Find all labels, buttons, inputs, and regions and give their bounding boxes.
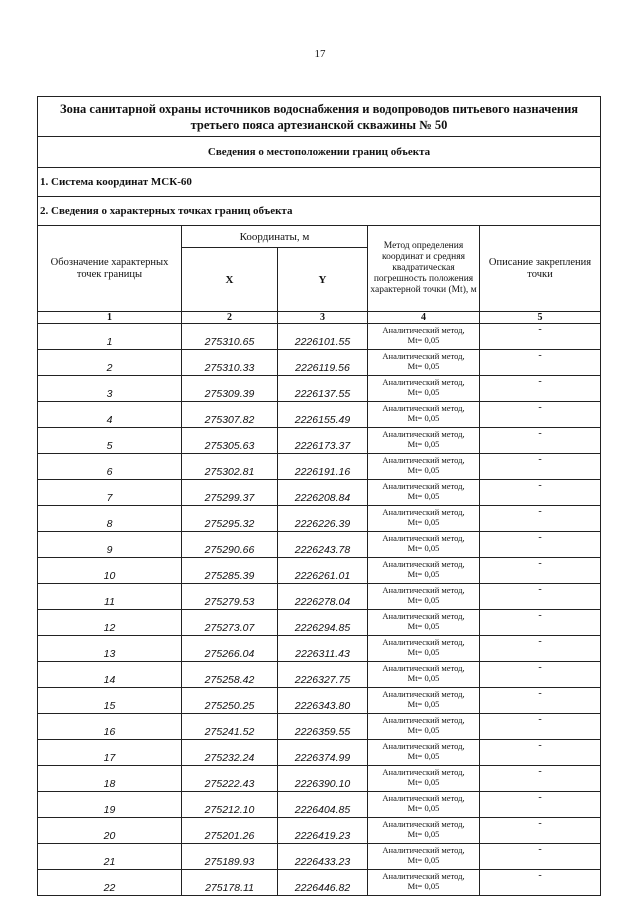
document-title	[38, 97, 601, 137]
y-coordinate: 2226374.99	[278, 740, 368, 766]
column-number: 4	[368, 312, 480, 324]
accuracy-text: Mt= 0,05	[407, 829, 440, 839]
header-coordinates: Координаты, м	[182, 226, 368, 248]
table-row	[38, 792, 601, 818]
method-cell	[368, 350, 480, 376]
method-text: Аналитический метод,	[382, 871, 465, 881]
y-coordinate: 2226261.01	[278, 558, 368, 584]
table-row	[38, 480, 601, 506]
x-coordinate: 275309.39	[182, 376, 278, 402]
description-cell: -	[480, 454, 601, 480]
method-cell	[368, 636, 480, 662]
accuracy-text: Mt= 0,05	[407, 777, 440, 787]
point-number: 12	[38, 610, 182, 636]
accuracy-text: Mt= 0,05	[407, 855, 440, 865]
description-cell: -	[480, 376, 601, 402]
x-coordinate: 275222.43	[182, 766, 278, 792]
description-cell: -	[480, 636, 601, 662]
table-row	[38, 376, 601, 402]
accuracy-text: Mt= 0,05	[407, 699, 440, 709]
accuracy-text: Mt= 0,05	[407, 881, 440, 891]
method-text: Аналитический метод,	[382, 559, 465, 569]
table-row	[38, 402, 601, 428]
x-coordinate: 275232.24	[182, 740, 278, 766]
method-cell	[368, 792, 480, 818]
method-cell	[368, 662, 480, 688]
y-coordinate: 2226208.84	[278, 480, 368, 506]
method-text: Аналитический метод,	[382, 715, 465, 725]
method-cell	[368, 740, 480, 766]
accuracy-text: Mt= 0,05	[407, 803, 440, 813]
method-text: Аналитический метод,	[382, 351, 465, 361]
method-cell	[368, 532, 480, 558]
method-text: Аналитический метод,	[382, 429, 465, 439]
method-text: Аналитический метод,	[382, 455, 465, 465]
y-coordinate: 2226137.55	[278, 376, 368, 402]
table-row	[38, 350, 601, 376]
point-number: 18	[38, 766, 182, 792]
accuracy-text: Mt= 0,05	[407, 751, 440, 761]
method-text: Аналитический метод,	[382, 533, 465, 543]
table-row	[38, 714, 601, 740]
accuracy-text: Mt= 0,05	[407, 673, 440, 683]
method-cell	[368, 870, 480, 896]
x-coordinate: 275285.39	[182, 558, 278, 584]
accuracy-text: Mt= 0,05	[407, 413, 440, 423]
point-number: 11	[38, 584, 182, 610]
method-cell	[368, 714, 480, 740]
description-cell: -	[480, 350, 601, 376]
method-cell	[368, 480, 480, 506]
table-row	[38, 688, 601, 714]
method-cell	[368, 428, 480, 454]
y-coordinate: 2226359.55	[278, 714, 368, 740]
point-number: 20	[38, 818, 182, 844]
method-text: Аналитический метод,	[382, 819, 465, 829]
x-coordinate: 275279.53	[182, 584, 278, 610]
table-row	[38, 610, 601, 636]
y-coordinate: 2226155.49	[278, 402, 368, 428]
description-cell: -	[480, 506, 601, 532]
method-cell	[368, 558, 480, 584]
y-coordinate: 2226294.85	[278, 610, 368, 636]
accuracy-text: Mt= 0,05	[407, 543, 440, 553]
method-text: Аналитический метод,	[382, 325, 465, 335]
method-cell	[368, 402, 480, 428]
y-coordinate: 2226433.23	[278, 844, 368, 870]
table-row	[38, 662, 601, 688]
description-cell: -	[480, 766, 601, 792]
method-cell	[368, 818, 480, 844]
table-row	[38, 454, 601, 480]
method-text: Аналитический метод,	[382, 637, 465, 647]
point-number: 7	[38, 480, 182, 506]
method-text: Аналитический метод,	[382, 481, 465, 491]
x-coordinate: 275295.32	[182, 506, 278, 532]
y-coordinate: 2226119.56	[278, 350, 368, 376]
x-coordinate: 275290.66	[182, 532, 278, 558]
point-number: 16	[38, 714, 182, 740]
description-cell: -	[480, 714, 601, 740]
header-description: Описание закрепления точки	[480, 226, 601, 312]
accuracy-text: Mt= 0,05	[407, 465, 440, 475]
method-text: Аналитический метод,	[382, 611, 465, 621]
table-row	[38, 818, 601, 844]
y-coordinate: 2226311.43	[278, 636, 368, 662]
y-coordinate: 2226101.55	[278, 324, 368, 350]
method-text: Аналитический метод,	[382, 689, 465, 699]
accuracy-text: Mt= 0,05	[407, 621, 440, 631]
accuracy-text: Mt= 0,05	[407, 569, 440, 579]
description-cell: -	[480, 584, 601, 610]
column-number: 1	[38, 312, 182, 324]
header-method: Метод определения координат и средняя квадратическая погрешность положения характерной точки (Mt), м	[368, 226, 480, 312]
y-coordinate: 2226278.04	[278, 584, 368, 610]
title-line-1: Зона санитарной охраны источников водоснабжения и водопроводов питьевого назначения	[59, 101, 579, 116]
y-coordinate: 2226390.10	[278, 766, 368, 792]
table-row	[38, 324, 601, 350]
description-cell: -	[480, 844, 601, 870]
method-text: Аналитический метод,	[382, 377, 465, 387]
x-coordinate: 275258.42	[182, 662, 278, 688]
column-number: 5	[480, 312, 601, 324]
description-cell: -	[480, 688, 601, 714]
description-cell: -	[480, 324, 601, 350]
table-row	[38, 428, 601, 454]
accuracy-text: Mt= 0,05	[407, 335, 440, 345]
header-x: X	[182, 248, 278, 312]
description-cell: -	[480, 870, 601, 896]
header-point-designation: Обозначение характерных точек границы	[38, 226, 182, 312]
x-coordinate: 275241.52	[182, 714, 278, 740]
method-cell	[368, 454, 480, 480]
accuracy-text: Mt= 0,05	[407, 491, 440, 501]
point-number: 4	[38, 402, 182, 428]
point-number: 9	[38, 532, 182, 558]
x-coordinate: 275307.82	[182, 402, 278, 428]
description-cell: -	[480, 818, 601, 844]
method-text: Аналитический метод,	[382, 845, 465, 855]
x-coordinate: 275310.33	[182, 350, 278, 376]
point-number: 1	[38, 324, 182, 350]
title-line-2: третьего пояса артезианской скважины № 50	[190, 117, 448, 132]
y-coordinate: 2226226.39	[278, 506, 368, 532]
x-coordinate: 275212.10	[182, 792, 278, 818]
column-number: 2	[182, 312, 278, 324]
x-coordinate: 275305.63	[182, 428, 278, 454]
method-cell	[368, 844, 480, 870]
accuracy-text: Mt= 0,05	[407, 387, 440, 397]
method-text: Аналитический метод,	[382, 585, 465, 595]
point-number: 19	[38, 792, 182, 818]
boundary-points-heading: 2. Сведения о характерных точках границ объекта	[38, 197, 601, 226]
method-text: Аналитический метод,	[382, 663, 465, 673]
accuracy-text: Mt= 0,05	[407, 647, 440, 657]
description-cell: -	[480, 558, 601, 584]
table-row	[38, 532, 601, 558]
point-number: 10	[38, 558, 182, 584]
table-row	[38, 844, 601, 870]
description-cell: -	[480, 610, 601, 636]
method-cell	[368, 376, 480, 402]
page-number: 17	[314, 48, 326, 60]
method-cell	[368, 324, 480, 350]
method-text: Аналитический метод,	[382, 403, 465, 413]
table-row	[38, 766, 601, 792]
point-number: 13	[38, 636, 182, 662]
accuracy-text: Mt= 0,05	[407, 517, 440, 527]
boundary-points-table	[37, 96, 601, 896]
description-cell: -	[480, 662, 601, 688]
accuracy-text: Mt= 0,05	[407, 725, 440, 735]
point-number: 5	[38, 428, 182, 454]
method-cell	[368, 688, 480, 714]
point-number: 21	[38, 844, 182, 870]
y-coordinate: 2226343.80	[278, 688, 368, 714]
accuracy-text: Mt= 0,05	[407, 361, 440, 371]
y-coordinate: 2226419.23	[278, 818, 368, 844]
table-row	[38, 584, 601, 610]
description-cell: -	[480, 740, 601, 766]
x-coordinate: 275273.07	[182, 610, 278, 636]
method-text: Аналитический метод,	[382, 507, 465, 517]
table-row	[38, 558, 601, 584]
description-cell: -	[480, 792, 601, 818]
y-coordinate: 2226327.75	[278, 662, 368, 688]
x-coordinate: 275299.37	[182, 480, 278, 506]
accuracy-text: Mt= 0,05	[407, 439, 440, 449]
description-cell: -	[480, 428, 601, 454]
x-coordinate: 275310.65	[182, 324, 278, 350]
method-text: Аналитический метод,	[382, 767, 465, 777]
method-cell	[368, 610, 480, 636]
method-text: Аналитический метод,	[382, 793, 465, 803]
description-cell: -	[480, 532, 601, 558]
description-cell: -	[480, 402, 601, 428]
point-number: 8	[38, 506, 182, 532]
x-coordinate: 275189.93	[182, 844, 278, 870]
point-number: 2	[38, 350, 182, 376]
x-coordinate: 275266.04	[182, 636, 278, 662]
table-row	[38, 636, 601, 662]
method-cell	[368, 584, 480, 610]
y-coordinate: 2226243.78	[278, 532, 368, 558]
x-coordinate: 275178.11	[182, 870, 278, 896]
coordinate-system-heading: 1. Система координат МСК-60	[38, 168, 601, 197]
y-coordinate: 2226446.82	[278, 870, 368, 896]
section-subtitle: Сведения о местоположении границ объекта	[38, 137, 601, 168]
accuracy-text: Mt= 0,05	[407, 595, 440, 605]
table-row	[38, 870, 601, 896]
method-cell	[368, 766, 480, 792]
header-y: Y	[278, 248, 368, 312]
point-number: 15	[38, 688, 182, 714]
x-coordinate: 275250.25	[182, 688, 278, 714]
point-number: 17	[38, 740, 182, 766]
y-coordinate: 2226173.37	[278, 428, 368, 454]
y-coordinate: 2226404.85	[278, 792, 368, 818]
table-row	[38, 740, 601, 766]
method-cell	[368, 506, 480, 532]
description-cell: -	[480, 480, 601, 506]
column-number: 3	[278, 312, 368, 324]
table-row	[38, 506, 601, 532]
x-coordinate: 275201.26	[182, 818, 278, 844]
point-number: 6	[38, 454, 182, 480]
point-number: 3	[38, 376, 182, 402]
point-number: 14	[38, 662, 182, 688]
x-coordinate: 275302.81	[182, 454, 278, 480]
y-coordinate: 2226191.16	[278, 454, 368, 480]
method-text: Аналитический метод,	[382, 741, 465, 751]
point-number: 22	[38, 870, 182, 896]
